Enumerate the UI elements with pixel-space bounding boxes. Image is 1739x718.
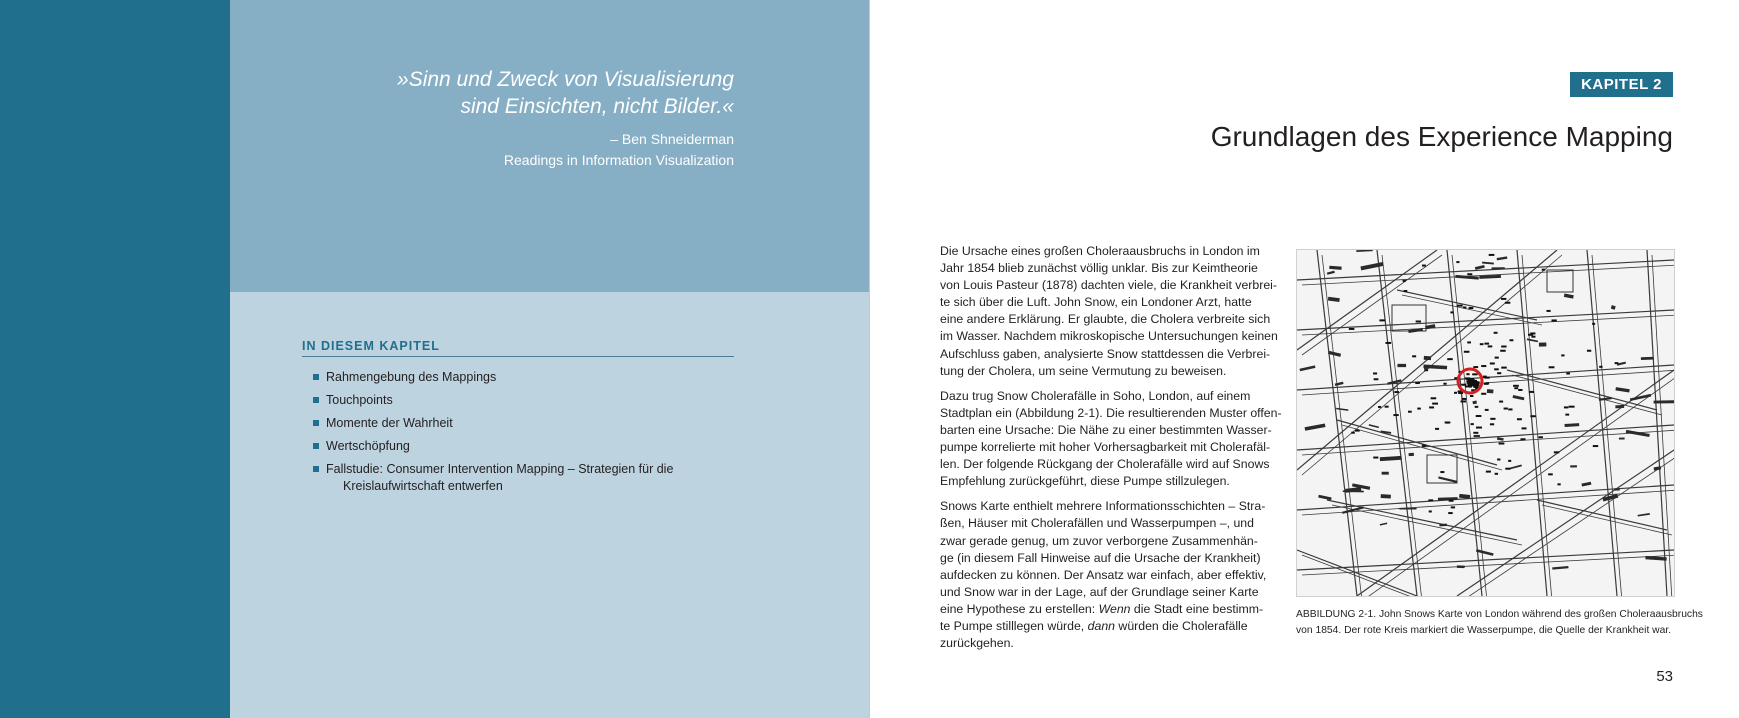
list-item: Fallstudie: Consumer Intervention Mapping – Strategien für die Kreislaufwirtschaft entwerfen — [313, 461, 743, 495]
chapter-title: Grundlagen des Experience Mapping — [1210, 121, 1673, 152]
list-item: Rahmengebung des Mappings — [313, 369, 743, 386]
square-bullet-icon — [313, 443, 319, 449]
quote-line: sind Einsichten, nicht Bilder.« — [460, 95, 734, 118]
list-item: Touchpoints — [313, 392, 743, 409]
chapter-contents-heading: IN DIESEM KAPITEL — [302, 339, 734, 357]
cholera-map-figure — [1296, 249, 1675, 597]
square-bullet-icon — [313, 466, 319, 472]
list-item: Momente der Wahrheit — [313, 415, 743, 432]
paragraph: Die Ursache eines großen Choleraausbruchs in London im Jahr 1854 blieb zunächst völlig unklar. Bis zur Keimtheorie von Louis Pasteur (1878) dachten viele, die Krankheit verbrei- te sich über die Luft. John Snow, ein Londoner Arzt, hatte eine andere Erklärung. Er glaubte, die Cholera verbreite sich im Wasser. Nachdem mikroskopische Untersuchungen keinen Aufschluss gaben, analysierte Snow stattdessen die Verbrei- tung der Cholera, um seine Vermutung zu beweisen. — [940, 244, 1278, 378]
page-number: 53 — [1656, 668, 1673, 685]
chapter-label: KAPITEL 2 — [1570, 72, 1673, 97]
epigraph-quote — [300, 66, 734, 120]
square-bullet-icon — [313, 374, 319, 380]
quote-line: »Sinn und Zweck von Visualisierung — [397, 68, 734, 91]
list-item: Wertschöpfung — [313, 438, 743, 455]
quote-source: Readings in Information Visualization — [503, 152, 734, 168]
square-bullet-icon — [313, 397, 319, 403]
square-bullet-icon — [313, 420, 319, 426]
figure-caption: ABBILDUNG 2-1. John Snows Karte von London während des großen Choleraausbruchs von 1854. Der rote Kreis markiert die Wasserpumpe, die Quelle der Krankheit war. — [1296, 609, 1703, 636]
body-text — [940, 243, 1284, 660]
page-spine — [869, 0, 870, 718]
left-color-band — [0, 0, 230, 718]
paragraph: Snows Karte enthielt mehrere Informationsschichten – Stra- ßen, Häuser mit Cholerafällen und Wasserpumpen –, und zwar gerade genug, um zuvor verborgene Zusammenhän- ge (in diesem Fall Hinweise auf die Ursache der Krankheit) aufdecken zu können. Der Ansatz war einfach, aber effektiv, und Snow war in der Lage, auf der Grundlage seiner Karte eine Hypothese zu erstellen: Wenn die Stadt eine bestimm- te Pumpe stilllegen würde, dann würden die Cholerafälle zurückgehen. — [940, 499, 1267, 651]
paragraph: Dazu trug Snow Cholerafälle in Soho, London, auf einem Stadtplan ein (Abbildung 2-1). Die resultierenden Muster offen- barten eine Ursache: Die Nähe zu einer bestimmten Wasser- pumpe korrelierte mit hoher Vorhersagbarkeit mit Cholerafäl- len. Der folgende Rückgang der Cholerafälle wird auf Snows Empfehlung zurückgeführt, diese Pumpe stillzulegen. — [940, 388, 1282, 489]
quote-author: – Ben Shneiderman — [610, 131, 734, 147]
epigraph-attribution — [300, 129, 734, 171]
chapter-contents-list — [313, 369, 743, 501]
cholera-map-image — [1297, 250, 1674, 596]
